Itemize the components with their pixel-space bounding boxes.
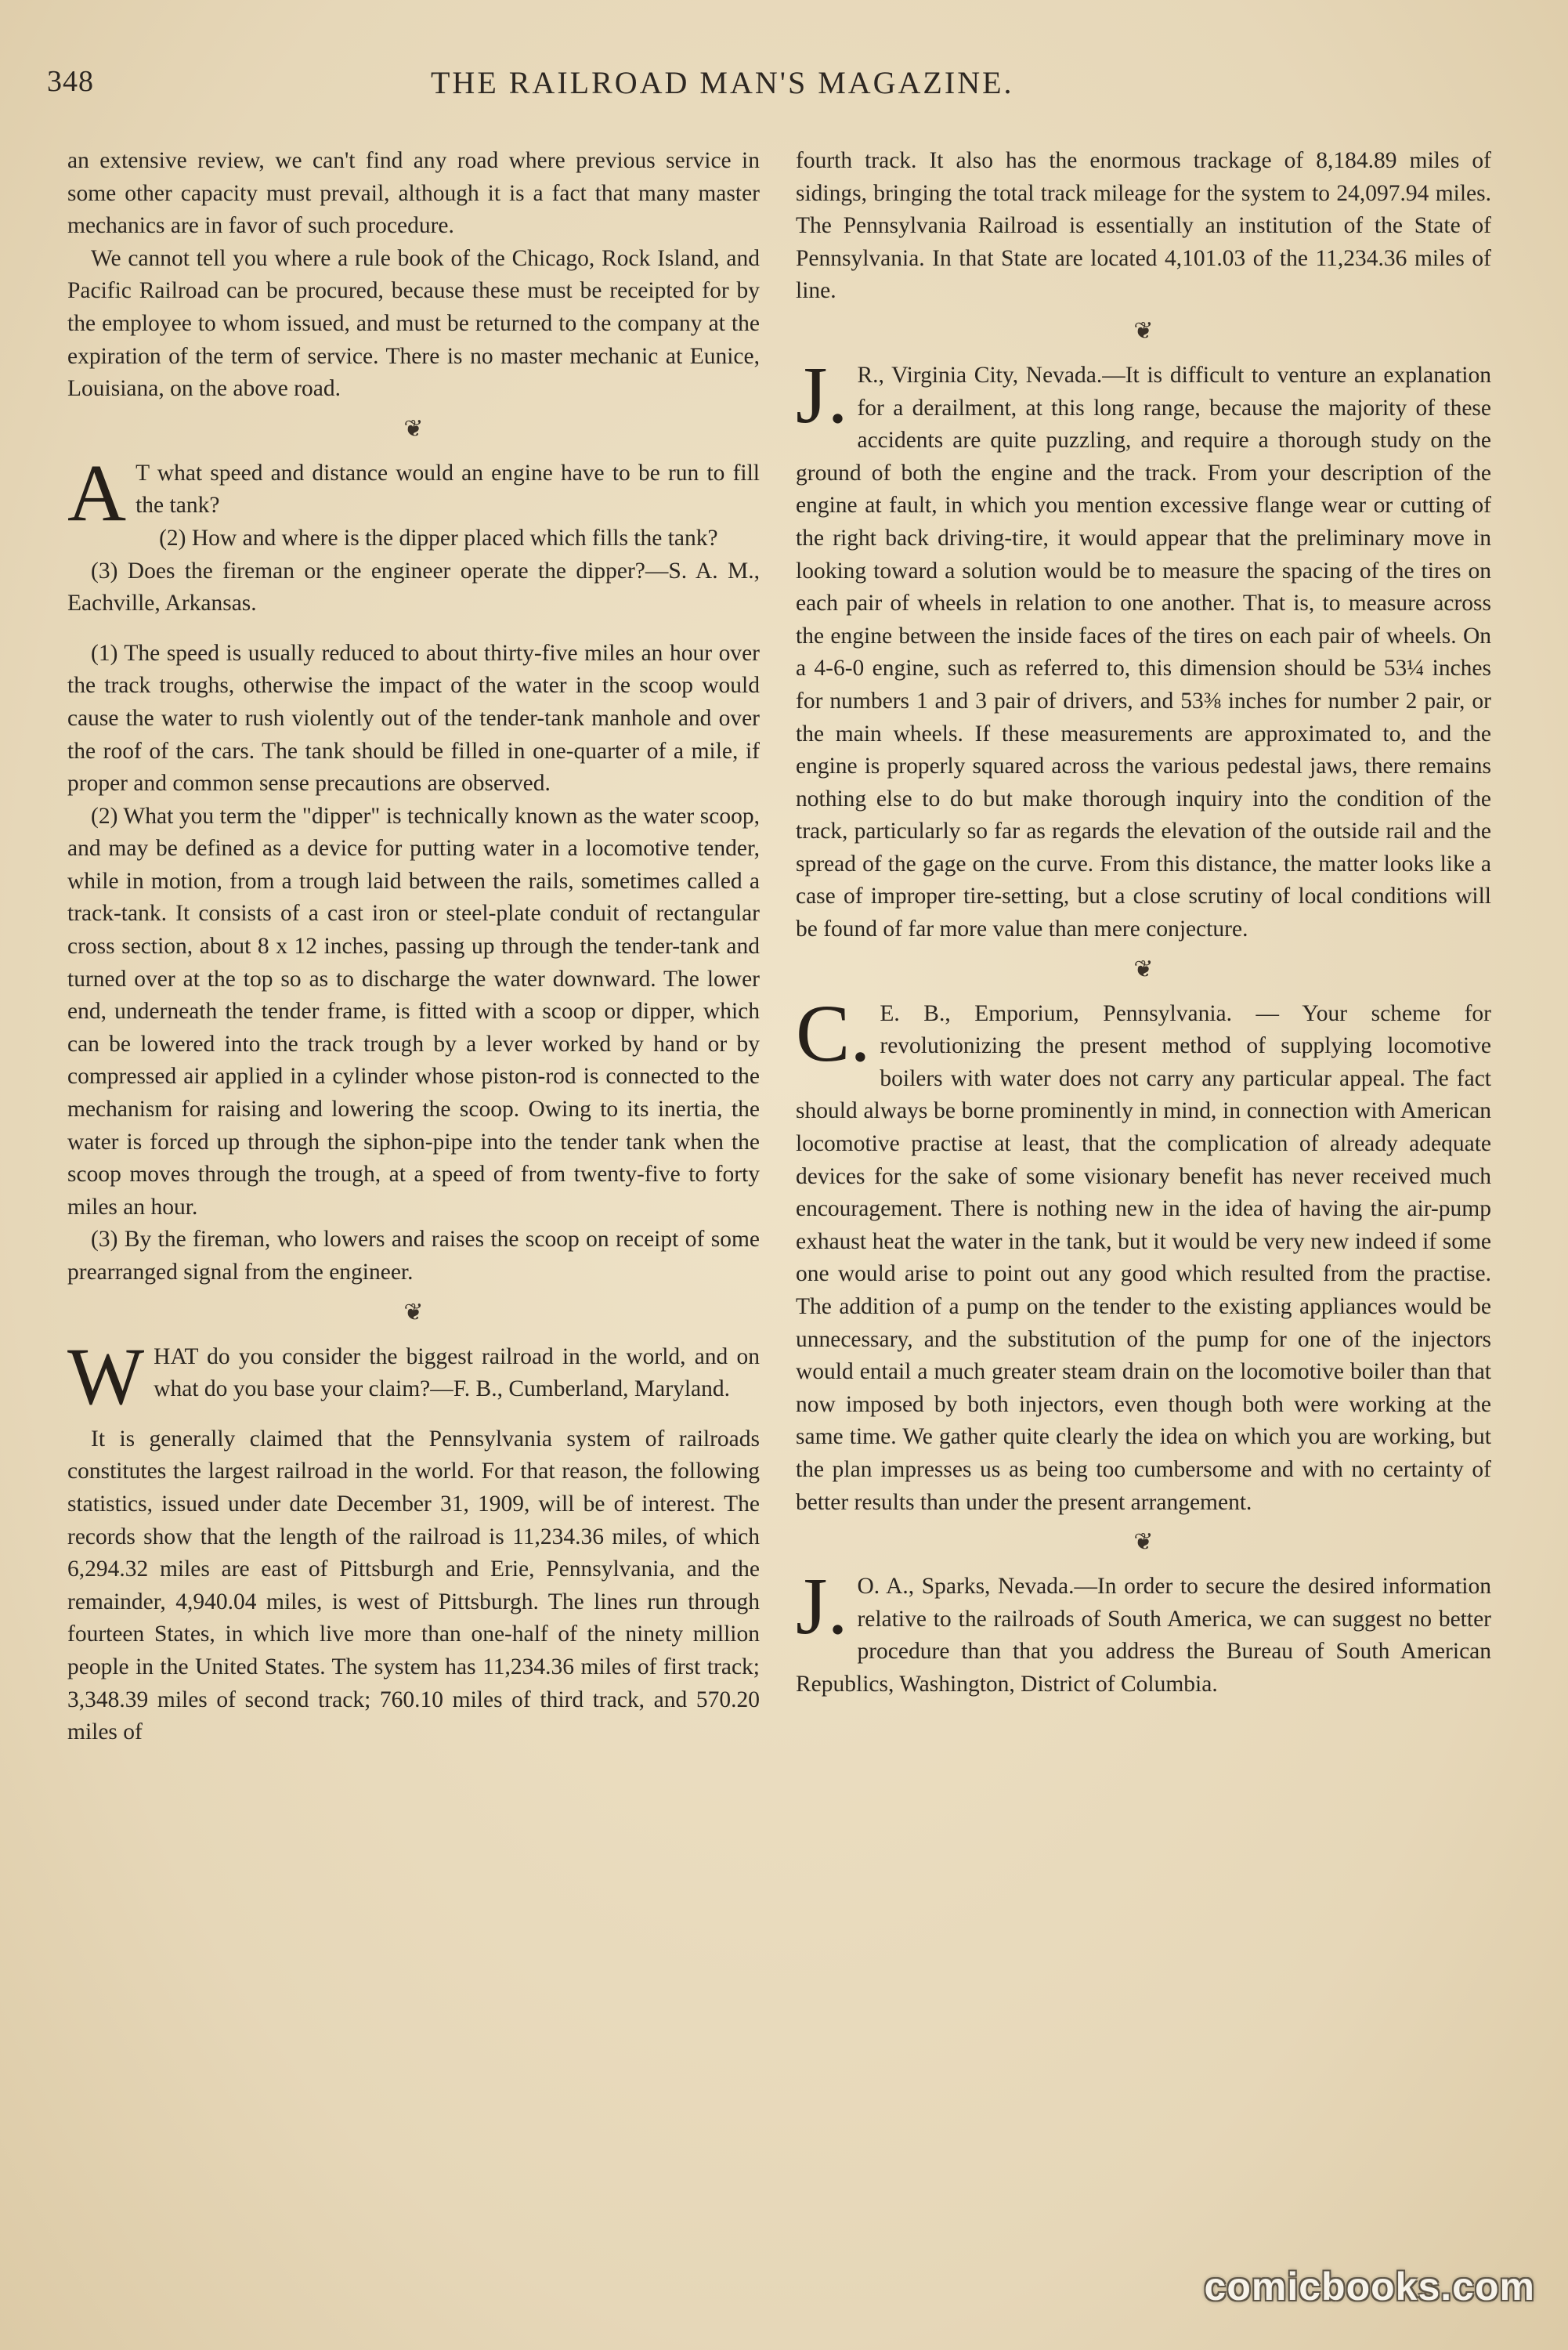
running-title: THE RAILROAD MAN'S MAGAZINE.	[431, 65, 1014, 100]
question-text: (2) How and where is the dipper placed which fills the tank?	[159, 525, 718, 551]
section-divider: ❦	[1133, 956, 1154, 982]
question-block	[67, 1331, 760, 1422]
question-text: (3) Does the fireman or the engineer operate the dipper?—S. A. M., Eachville, Arkansas.	[67, 558, 760, 616]
drop-cap: J.	[796, 349, 848, 440]
answer-paragraph: (2) What you term the "dipper" is technically known as the water scoop, and may be defined as a device for putting water in a locomotive tender, while in motion, from a trough laid between the rails, sometimes called a track-tank. It consists of a cast iron or steel-plate conduit of rectangular cross section, about 8 x 12 inches, passing up through the tender-tank and turned over at the top so as to discharge the water downward. The lower end, underneath the tender frame, is fitted with a scoop or dipper, which can be lowered into the track trough by a lever worked by hand or by compressed air applied in a cylinder whose piston-rod is connected to the mechanism for raising and lowering the scoop. Owing to its inertia, the water is forced up through the siphon-pipe into the tender tank when the scoop moves through the trough, at a speed of from twenty-five to forty miles an hour.	[67, 803, 760, 1220]
page-number: 348	[47, 65, 94, 98]
section-divider: ❦	[1133, 317, 1154, 344]
page-header	[47, 64, 1519, 111]
watermark-text: comicbooks.com	[1204, 2265, 1535, 2308]
section-divider: ❦	[403, 415, 424, 442]
answer-paragraph: E. B., Emporium, Pennsylvania. — Your scheme for revolutionizing the present method of supplying locomotive boilers with water does not carry any particular appeal. The fact should always be borne prominently in mind, in connection with American locomotive practise at least, that the complication of already adequate devices for the sake of some visionary benefit has never received much encouragement. There is nothing new in the idea of having the air-pump exhaust heat the water in the tank, but it would be very new indeed if some one would arise to point out any good which resulted from the practise. The addition of a pump on the tender to the existing appliances would be unnecessary, and the substitution of the pump for one of the injectors would entail a much greater steam drain on the locomotive boiler than that now imposed by both injectors, even though both were working at the same time. We gather quite clearly the idea on which you are working, but the plan impresses us as being too cumbersome and with no certainty of better results than under the present arrangement.	[796, 1000, 1491, 1515]
drop-cap: A	[67, 447, 127, 538]
answer-paragraph: O. A., Sparks, Nevada.—In order to secure the desired information relative to the railroads of South America, we can suggest no better procedure than that you address the Bureau of South American Republics, Washington, District of Columbia.	[796, 1574, 1491, 1697]
answer-paragraph: R., Virginia City, Nevada.—It is difficult to venture an explanation for a derailment, at this long range, because the majority of these accidents are quite puzzling, and require a thorough study on the ground of both the engine and the track. From your description of the engine at fault, in which you mention excessive flange wear or cutting of the right back driving-tire, it would appear that the preliminary move in looking toward a solution would be to measure the spacing of the tires on each pair of wheels in relation to one another. That is, to measure across the engine between the inside faces of the tires on each pair of wheels. On a 4-6-0 engine, such as referred to, this dimension should be 53¼ inches for numbers 1 and 3 pair of drivers, and 53⅜ inches for number 2 pair, or the main wheels. If these measurements are approximated to, and the engine is properly squared across the various pedestal jaws, there remains nothing else to do but make thorough inquiry into the condition of the track, particularly so far as regards the elevation of the outside rail and the spread of the gage on the curve. From this distance, the matter looks like a case of improper tire-setting, but a close scrutiny of local conditions will be found of far more value than mere conjecture.	[796, 362, 1491, 942]
section-divider: ❦	[1133, 1529, 1154, 1556]
answer-paragraph: (3) By the fireman, who lowers and raises the scoop on receipt of some prearranged signal from the engineer.	[67, 1227, 760, 1285]
left-column	[67, 145, 760, 1749]
section-divider: ❦	[403, 1299, 424, 1325]
answer-paragraph: It is generally claimed that the Pennsylvania system of railroads constitutes the largest railroad in the world. For that reason, the following statistics, issued under date December 31, 1909, will be of interest. The records show that the length of the railroad is 11,234.36 miles, of which 6,294.32 miles are east of Pittsburgh and Erie, Pennsylvania, and the remainder, 4,940.04 miles, is west of Pittsburgh. The lines run through fourteen States, in which live more than one-half of the ninety million people in the United States. The system has 11,234.36 miles of first track; 3,348.39 miles of second track; 760.10 miles of third track, and 570.20 miles of	[67, 1426, 760, 1745]
paragraph: an extensive review, we can't find any road where previous service in some other capacity must prevail, although it is a fact that many master mechanics are in favor of such procedure.	[67, 148, 760, 239]
question-text: HAT do you consider the biggest railroad in the world, and on what do you base your claim?—F. B., Cumberland, Maryland.	[154, 1343, 760, 1402]
paragraph: We cannot tell you where a rule book of the Chicago, Rock Island, and Pacific Railroad can be procured, because these must be receipted for by the employee to whom issued, and must be returned to the company at the expiration of the term of service. There is no master mechanic at Eunice, Louisiana, on the above road.	[67, 245, 760, 402]
drop-cap: C.	[796, 988, 871, 1079]
paragraph: fourth track. It also has the enormous trackage of 8,184.89 miles of sidings, bringing the total track mileage for the system to 24,097.94 miles. The Pennsylvania Railroad is essentially an institution of the State of Pennsylvania. In that State are located 4,101.03 of the 11,234.36 miles of line.	[796, 148, 1491, 304]
answer-block	[796, 349, 1491, 946]
right-column	[796, 145, 1491, 1701]
drop-cap: W	[67, 1331, 145, 1422]
answer-block	[796, 988, 1491, 1520]
answer-paragraph: (1) The speed is usually reduced to about thirty-five miles an hour over the track troughs, otherwise the impact of the water in the scoop would cause the water to rush violently out of the tender-tank manhole and over the roof of the cars. The tank should be filled in one-quarter of a mile, if proper and common sense precautions are observed.	[67, 640, 760, 797]
question-block	[67, 447, 760, 620]
question-text: T what speed and distance would an engine have to be run to fill the tank?	[135, 460, 760, 519]
drop-cap: J.	[796, 1561, 848, 1652]
answer-block	[796, 1561, 1491, 1701]
